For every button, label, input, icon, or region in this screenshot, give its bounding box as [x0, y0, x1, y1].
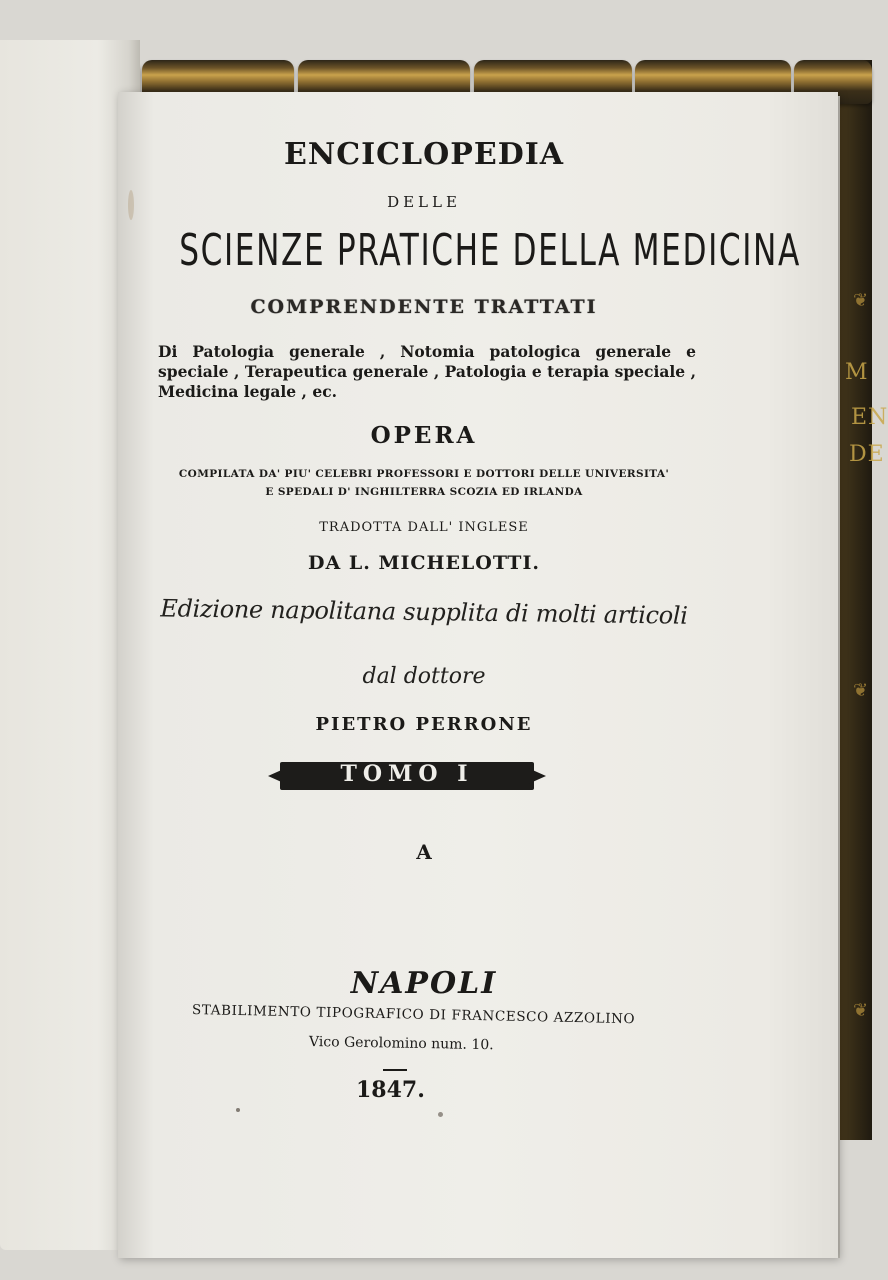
city-name: NAPOLI	[350, 966, 498, 1001]
compilata-line-2: E SPEDALI D' INGHILTERRA SCOZIA ED IRLANDA	[265, 486, 583, 498]
printer-line: STABILIMENTO TIPOGRAFICO DI FRANCESCO AZZOLINO	[191, 1002, 636, 1028]
title-delle: DELLE	[387, 193, 461, 211]
opera-heading: OPERA	[370, 422, 478, 449]
handwritten-dal-dottore: dal dottore	[362, 664, 486, 689]
main-title: SCIENZE PRATICHE DELLA MEDICINA	[179, 226, 801, 277]
spine-ornament: ❦	[853, 290, 869, 311]
title: ENCICLOPEDIA	[283, 137, 565, 172]
spine-ornament: ❦	[853, 1000, 869, 1021]
subtitle-comprendente: COMPRENDENTE TRATTATI	[250, 296, 598, 318]
tradotta-line: TRADOTTA DALL' INGLESE	[319, 520, 529, 535]
compilata-line-1: COMPILATA DA' PIU' CELEBRI PROFESSORI E DOTTORI DELLE UNIVERSITA'	[178, 468, 670, 480]
spine-ornament: ❦	[853, 680, 869, 701]
spine-letter: M	[845, 360, 869, 385]
handwritten-edition-line: Edizione napolitana supplita di molti articoli	[160, 594, 688, 630]
spine-letter: DE	[849, 442, 885, 467]
volume-letter: A	[416, 840, 432, 864]
address-line: Vico Gerolomino num. 10.	[308, 1034, 494, 1054]
foxing-stain	[236, 1108, 240, 1112]
editor-name: PIETRO PERRONE	[315, 714, 533, 735]
volume-banner	[268, 758, 546, 794]
contents-paragraph: Di Patologia generale , Notomia patologica generale e speciale , Terapeutica generale , Patologia e terapia speciale , Medicina legale , ec.	[158, 342, 696, 401]
translator-name: DA L. MICHELOTTI.	[308, 552, 540, 574]
spine-letter: EN	[851, 405, 888, 430]
volume-label: TOMO I	[340, 761, 474, 787]
year-rule	[383, 1069, 407, 1071]
publication-year: 1847.	[356, 1077, 425, 1103]
foxing-stain	[438, 1112, 443, 1117]
